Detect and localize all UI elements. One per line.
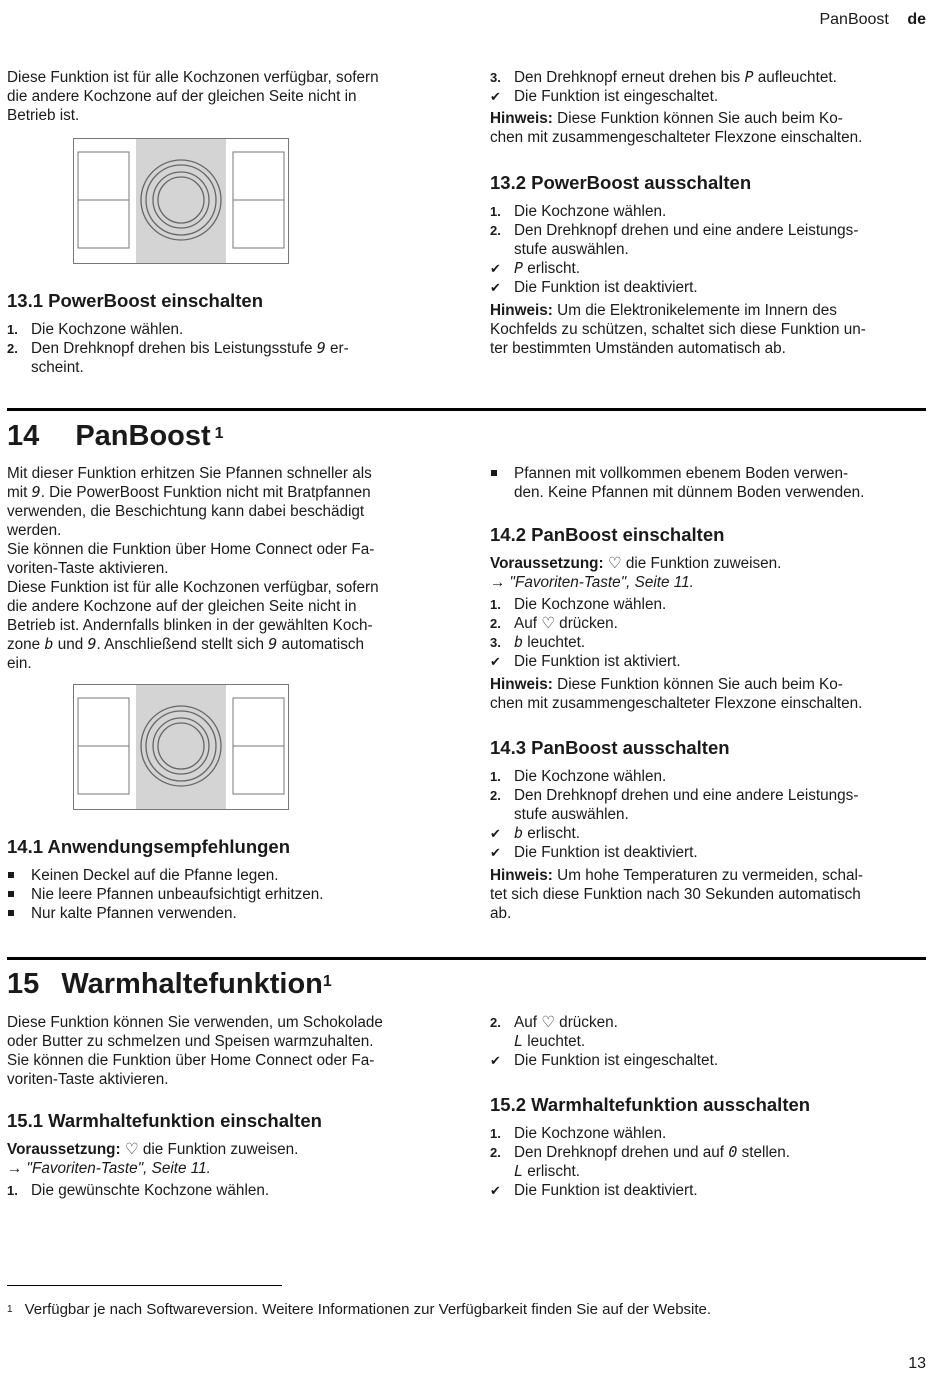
note-paragraph: [490, 109, 930, 128]
text-line: die andere Kochzone auf der gleichen Seite nicht in: [7, 598, 357, 615]
step-number: 1.: [490, 1126, 501, 1141]
prerequisite-label: Voraussetzung:: [490, 555, 604, 572]
text-fragment: Um hohe Temperaturen zu vermeiden, schal-: [552, 867, 863, 884]
text-line: ab.: [490, 905, 512, 922]
step-text: [514, 614, 930, 633]
text-line: oder Butter zu schmelzen und Speisen warmzuhalten.: [7, 1033, 374, 1050]
cooktop-diagram: [73, 684, 289, 810]
checkmark-icon: ✔: [490, 1053, 501, 1068]
text-line: Mit dieser Funktion erhitzen Sie Pfannen schneller als: [7, 465, 372, 482]
list-item: [7, 904, 447, 923]
checkmark-icon: ✔: [490, 89, 501, 104]
step-number: 3.: [490, 635, 501, 650]
text-fragment: erlischt.: [523, 260, 580, 277]
result-item: [490, 843, 930, 862]
section-title: 13.1 PowerBoost einschalten: [7, 290, 264, 311]
footnote-mark: 1: [214, 425, 224, 442]
list-item-text: Keinen Deckel auf die Pfanne legen.: [31, 867, 279, 884]
heart-icon: ♡: [541, 1014, 555, 1031]
text-fragment: . Anschließend stellt sich: [96, 636, 269, 653]
footnote-text: Verfügbar je nach Softwareversion. Weitere Informationen zur Verfügbarkeit finden Sie auf der Website.: [24, 1301, 712, 1318]
section-14-right: [490, 464, 930, 502]
section-13-1: [7, 290, 447, 377]
note-label: Hinweis:: [490, 302, 553, 319]
step-item: [7, 339, 447, 377]
list-item: [7, 866, 447, 885]
panboost-intro: [7, 464, 447, 673]
step-text: [31, 339, 447, 377]
header-lang: de: [907, 11, 926, 28]
step-item: [490, 767, 930, 786]
step-text: Die Kochzone wählen.: [514, 203, 667, 220]
footnote-divider: [7, 1285, 282, 1286]
heart-icon: ♡: [607, 555, 622, 572]
chapter-heading: [7, 419, 224, 453]
prerequisite: [7, 1140, 447, 1159]
result-text: Die Funktion ist deaktiviert.: [514, 844, 698, 861]
section-14-2: [490, 524, 930, 713]
section-15-2: [490, 1094, 930, 1200]
cross-reference-link[interactable]: → "Favoriten-Taste", Seite 11.: [7, 1160, 211, 1177]
step-number: 1.: [490, 204, 501, 219]
text-line: Betrieb ist.: [7, 107, 80, 124]
text-fragment: drücken.: [554, 1014, 618, 1031]
display-symbol: b: [514, 824, 524, 842]
step-number: 1.: [7, 322, 18, 337]
note-label: Hinweis:: [490, 110, 553, 127]
text-line: Sie können die Funktion über Home Connect oder Fa-: [7, 1052, 375, 1069]
step-text: [514, 221, 930, 259]
text-line: [7, 635, 447, 654]
step-text: Die Kochzone wählen.: [514, 1125, 667, 1142]
text-fragment: stufe auswählen.: [514, 806, 629, 823]
checkmark-icon: ✔: [490, 261, 501, 276]
step-text: Die Kochzone wählen.: [514, 768, 667, 785]
section-15-1: [7, 1110, 447, 1200]
text-fragment: . Die PowerBoost Funktion nicht mit Bratpfannen: [40, 484, 371, 501]
result-item: [490, 87, 930, 106]
section-15-1-continued: [490, 1013, 930, 1070]
section-title: 14.3 PanBoost ausschalten: [490, 737, 730, 758]
text-fragment: Den Drehknopf drehen bis Leistungsstufe: [31, 340, 313, 357]
section-14-3: [490, 737, 930, 923]
display-symbol: L: [514, 1032, 524, 1050]
bullet-icon: [7, 904, 31, 923]
text-fragment: Pfannen mit vollkommen ebenem Boden verwen-: [514, 465, 849, 482]
checkmark-icon: ✔: [490, 1183, 501, 1198]
bullet-icon: [7, 885, 31, 904]
chapter-number: 14: [7, 420, 40, 452]
result-item: [490, 259, 930, 278]
display-symbol: 9: [268, 635, 278, 653]
text-fragment: drücken.: [554, 615, 618, 632]
page-header: [819, 10, 926, 29]
chapter-number: 15: [7, 968, 40, 1000]
step-item: [490, 595, 930, 614]
result-text: Die Funktion ist eingeschaltet.: [514, 1052, 719, 1069]
display-symbol: 9: [316, 339, 326, 357]
checkmark-icon: ✔: [490, 845, 501, 860]
section-title: 13.2 PowerBoost ausschalten: [490, 172, 752, 193]
step-text: [514, 68, 930, 87]
intro-paragraph: [7, 68, 447, 125]
text-line: voriten-Taste aktivieren.: [7, 560, 169, 577]
step-number: 2.: [490, 1015, 501, 1030]
text-fragment: leuchtet.: [523, 1033, 586, 1050]
step-item: [490, 202, 930, 221]
text-line: Betrieb ist. Andernfalls blinken in der gewählten Koch-: [7, 617, 373, 634]
step-number: 1.: [490, 769, 501, 784]
step-item: [490, 633, 930, 652]
step-number: 3.: [490, 70, 501, 85]
display-symbol: 0: [728, 1143, 738, 1161]
chapter-heading: [7, 967, 332, 1001]
section-title: 15.2 Warmhaltefunktion ausschalten: [490, 1094, 811, 1115]
result-text: Die Funktion ist eingeschaltet.: [514, 88, 719, 105]
text-line: Diese Funktion können Sie verwenden, um Schokolade: [7, 1014, 383, 1031]
section-divider: [7, 408, 926, 411]
text-fragment: die Funktion zuweisen.: [138, 1141, 299, 1158]
step-item: [490, 68, 930, 87]
text-line: [7, 483, 447, 502]
warmhalte-intro: [7, 1013, 447, 1089]
display-symbol: 9: [87, 635, 97, 653]
section-divider: [7, 957, 926, 960]
prerequisite: [490, 554, 930, 573]
result-text: [514, 259, 580, 278]
text-fragment: Den Drehknopf drehen und auf: [514, 1144, 729, 1161]
display-symbol: P: [514, 259, 524, 277]
step-number: 2.: [490, 788, 501, 803]
text-line: Sie können die Funktion über Home Connect oder Fa-: [7, 541, 375, 558]
checkmark-icon: ✔: [490, 280, 501, 295]
page-number: 13: [908, 1355, 926, 1372]
text-line: ter bestimmten Umständen automatisch ab.: [490, 340, 786, 357]
note-label: Hinweis:: [490, 676, 553, 693]
text-fragment: Diese Funktion können Sie auch beim Ko-: [552, 110, 843, 127]
result-item: [490, 278, 930, 297]
note-paragraph: [490, 866, 930, 885]
chapter-title: PanBoost: [75, 420, 211, 452]
text-line: chen mit zusammengeschalteter Flexzone einschalten.: [490, 129, 863, 146]
result-text: Die Funktion ist deaktiviert.: [514, 1182, 698, 1199]
header-title: PanBoost: [819, 11, 889, 28]
cross-reference-link[interactable]: → "Favoriten-Taste", Seite 11.: [490, 574, 694, 591]
text-fragment: Auf: [514, 1014, 542, 1031]
section-14-1: [7, 836, 447, 923]
checkmark-icon: ✔: [490, 654, 501, 669]
prerequisite-label: Voraussetzung:: [7, 1141, 121, 1158]
step-number: 1.: [490, 597, 501, 612]
text-line: Diese Funktion ist für alle Kochzonen verfügbar, sofern: [7, 579, 379, 596]
step-item: [490, 221, 930, 259]
section-13-2: [490, 172, 930, 358]
text-fragment: Auf: [514, 615, 542, 632]
result-item: [490, 1181, 930, 1200]
bullet-icon: [490, 464, 514, 502]
list-item: [7, 885, 447, 904]
step-number: 2.: [490, 1145, 501, 1160]
step-text: [514, 786, 930, 824]
section-title: 15.1 Warmhaltefunktion einschalten: [7, 1110, 322, 1131]
text-line: werden.: [7, 522, 62, 539]
section-title: 14.1 Anwendungsempfehlungen: [7, 836, 291, 857]
text-fragment: Den Drehknopf erneut drehen bis: [514, 69, 741, 86]
note-label: Hinweis:: [490, 867, 553, 884]
text-fragment: Um die Elektronikelemente im Innern des: [552, 302, 837, 319]
result-item: [490, 1051, 930, 1070]
step-number: 1.: [7, 1183, 18, 1198]
text-line: Diese Funktion ist für alle Kochzonen verfügbar, sofern: [7, 69, 379, 86]
note-paragraph: [490, 301, 930, 320]
text-line: tet sich diese Funktion nach 30 Sekunden automatisch: [490, 886, 861, 903]
step-item: [490, 786, 930, 824]
step-text: Die gewünschte Kochzone wählen.: [31, 1182, 270, 1199]
heart-icon: ♡: [541, 615, 555, 632]
text-fragment: aufleuchtet.: [753, 69, 837, 86]
list-item-text: Nur kalte Pfannen verwenden.: [31, 905, 237, 922]
result-text: [514, 824, 580, 843]
checkmark-icon: ✔: [490, 826, 501, 841]
display-symbol: 9: [31, 483, 41, 501]
step-text: Die Kochzone wählen.: [514, 596, 667, 613]
step-item: [490, 1013, 930, 1051]
step-text: [514, 1013, 930, 1051]
bullet-icon: [7, 866, 31, 885]
footnote-mark: 1: [322, 973, 332, 990]
step-text: [514, 1143, 930, 1181]
text-line: ein.: [7, 655, 32, 672]
result-text: Die Funktion ist aktiviert.: [514, 653, 681, 670]
display-symbol: P: [744, 68, 754, 86]
step-item: [7, 1181, 447, 1200]
result-item: [490, 824, 930, 843]
text-fragment: automatisch: [277, 636, 365, 653]
text-line: Kochfelds zu schützen, schaltet sich diese Funktion un-: [490, 321, 866, 338]
text-fragment: erlischt.: [523, 825, 580, 842]
text-line: chen mit zusammengeschalteter Flexzone einschalten.: [490, 695, 863, 712]
result-item: [490, 652, 930, 671]
list-item: [490, 464, 930, 502]
footnote: [7, 1300, 711, 1319]
text-fragment: stufe auswählen.: [514, 241, 629, 258]
step-item: [490, 1143, 930, 1181]
footnote-mark: 1: [7, 1304, 13, 1315]
display-symbol: b: [514, 633, 524, 651]
step-item: [490, 1124, 930, 1143]
text-fragment: Diese Funktion können Sie auch beim Ko-: [552, 676, 843, 693]
text-fragment: Den Drehknopf drehen und eine andere Leistungs-: [514, 222, 859, 239]
note-paragraph: [490, 675, 930, 694]
list-item-text: Nie leere Pfannen unbeaufsichtigt erhitzen.: [31, 886, 324, 903]
text-fragment: stellen.: [737, 1144, 791, 1161]
section-title: 14.2 PanBoost einschalten: [490, 524, 725, 545]
step-item: [490, 614, 930, 633]
text-line: voriten-Taste aktivieren.: [7, 1071, 169, 1088]
step-number: 2.: [490, 616, 501, 631]
powerboost-continued: [490, 68, 930, 147]
heart-icon: ♡: [124, 1141, 139, 1158]
step-number: 2.: [7, 341, 18, 356]
result-text: Die Funktion ist deaktiviert.: [514, 279, 698, 296]
text-fragment: leuchtet.: [523, 634, 586, 651]
display-symbol: L: [514, 1162, 524, 1180]
text-fragment: Den Drehknopf drehen und eine andere Leistungs-: [514, 787, 859, 804]
text-fragment: die Funktion zuweisen.: [621, 555, 782, 572]
text-fragment: erlischt.: [523, 1163, 580, 1180]
text-fragment: und: [53, 636, 88, 653]
list-item-text: [514, 464, 864, 502]
text-fragment: den. Keine Pfannen mit dünnem Boden verwenden.: [514, 484, 865, 501]
step-text: [514, 633, 930, 652]
chapter-title: Warmhaltefunktion: [61, 968, 323, 1000]
text-fragment: er-: [325, 340, 349, 357]
step-item: [7, 320, 447, 339]
step-number: 2.: [490, 223, 501, 238]
cooktop-diagram: [73, 138, 289, 264]
text-line: verwenden, die Beschichtung kann dabei beschädigt: [7, 503, 365, 520]
text-fragment: mit: [7, 484, 32, 501]
text-fragment: zone: [7, 636, 45, 653]
step-text: Die Kochzone wählen.: [31, 321, 184, 338]
text-line: die andere Kochzone auf der gleichen Seite nicht in: [7, 88, 357, 105]
text-fragment: scheint.: [31, 359, 84, 376]
display-symbol: b: [44, 635, 54, 653]
